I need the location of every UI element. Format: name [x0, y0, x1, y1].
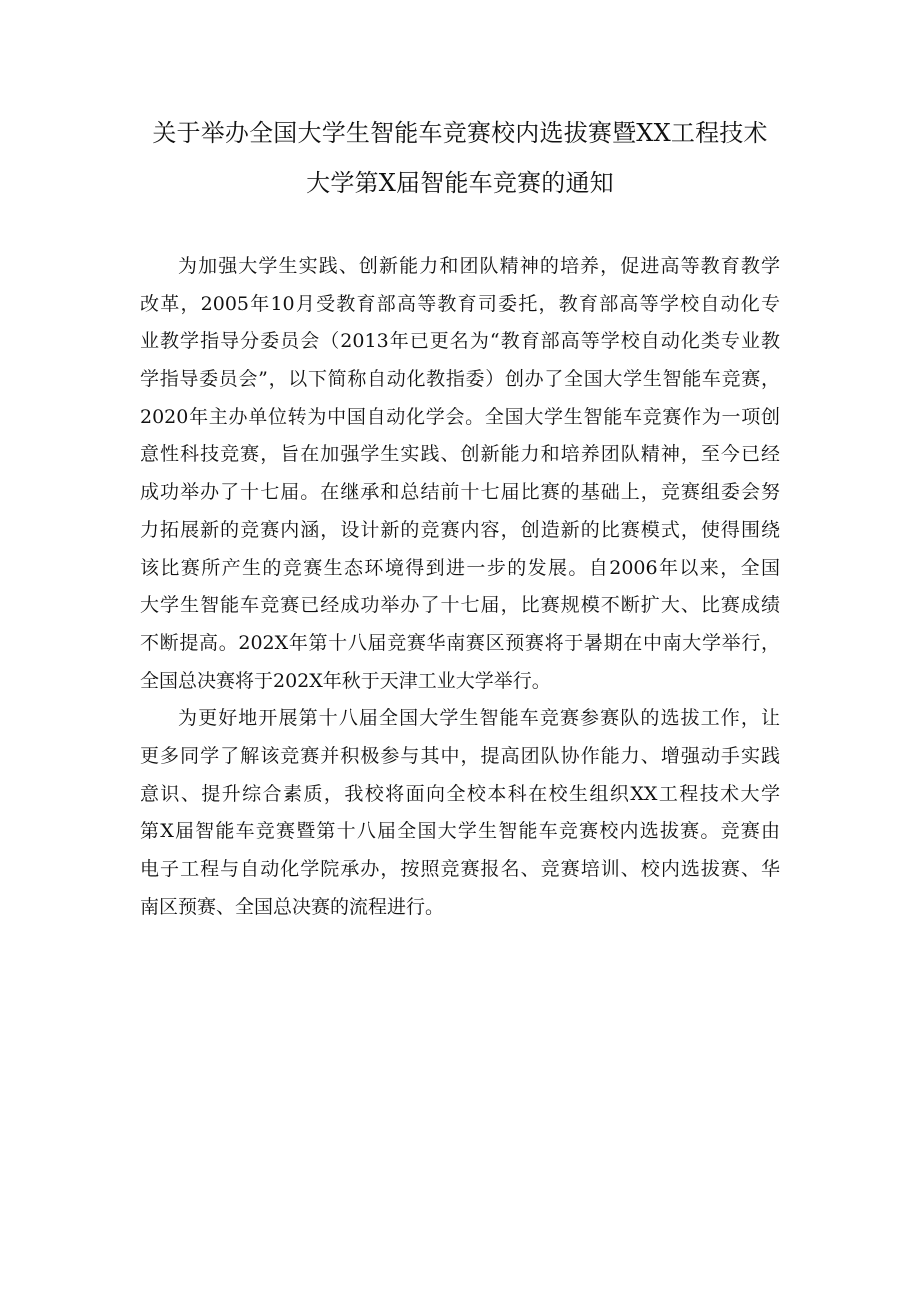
- paragraph-line: 全国总决赛将于202X年秋于天津工业大学举行。: [140, 669, 551, 692]
- paragraph: [140, 700, 780, 926]
- paragraph-line: 意识、提升综合素质，我校将面向全校本科在校生组织XX工程技术大学: [140, 782, 780, 805]
- paragraph-line: 成功举办了十七届。在继承和总结前十七届比赛的基础上，竞赛组委会努: [140, 481, 780, 504]
- paragraph-line: 改革，2005年10月受教育部高等教育司委托，教育部高等学校自动化专: [140, 292, 780, 315]
- paragraph-line: 南区预赛、全国总决赛的流程进行。: [140, 895, 445, 918]
- paragraph-line: 该比赛所产生的竞赛生态环境得到进一步的发展。自2006年以来，全国: [140, 556, 780, 579]
- paragraph-line: 意性科技竞赛，旨在加强学生实践、创新能力和培养团队精神，至今已经: [140, 443, 780, 466]
- paragraph-line: 为加强大学生实践、创新能力和团队精神的培养，促进高等教育教学: [178, 255, 780, 277]
- paragraph: [140, 248, 780, 700]
- paragraph-line: 为更好地开展第十八届全国大学生智能车竞赛参赛队的选拔工作，让: [178, 707, 780, 730]
- document-title: [120, 108, 800, 208]
- paragraph-line: 业教学指导分委员会（2013年已更名为“教育部高等学校自动化类专业教: [140, 330, 780, 353]
- title-line: 关于举办全国大学生智能车竞赛校内选拔赛暨XX工程技术: [152, 119, 768, 147]
- document-body: [140, 248, 780, 926]
- paragraph-line: 力拓展新的竞赛内涵，设计新的竞赛内容，创造新的比赛模式，使得围绕: [140, 518, 780, 541]
- paragraph-line: 2020年主办单位转为中国自动化学会。全国大学生智能车竞赛作为一项创: [140, 405, 780, 428]
- paragraph-line: 不断提高。202X年第十八届竞赛华南赛区预赛将于暑期在中南大学举行，: [140, 631, 780, 654]
- paragraph-line: 更多同学了解该竞赛并积极参与其中，提高团队协作能力、增强动手实践: [140, 744, 780, 767]
- title-line: 大学第X届智能车竞赛的通知: [306, 169, 614, 197]
- paragraph-line: 电子工程与自动化学院承办，按照竞赛报名、竞赛培训、校内选拔赛、华: [140, 858, 780, 880]
- paragraph-line: 第X届智能车竞赛暨第十八届全国大学生智能车竞赛校内选拔赛。竞赛由: [140, 820, 780, 843]
- paragraph-line: 大学生智能车竞赛已经成功举办了十七届，比赛规模不断扩大、比赛成绩: [140, 594, 780, 617]
- paragraph-line: 学指导委员会”，以下简称自动化教指委）创办了全国大学生智能车竞赛，: [140, 368, 780, 391]
